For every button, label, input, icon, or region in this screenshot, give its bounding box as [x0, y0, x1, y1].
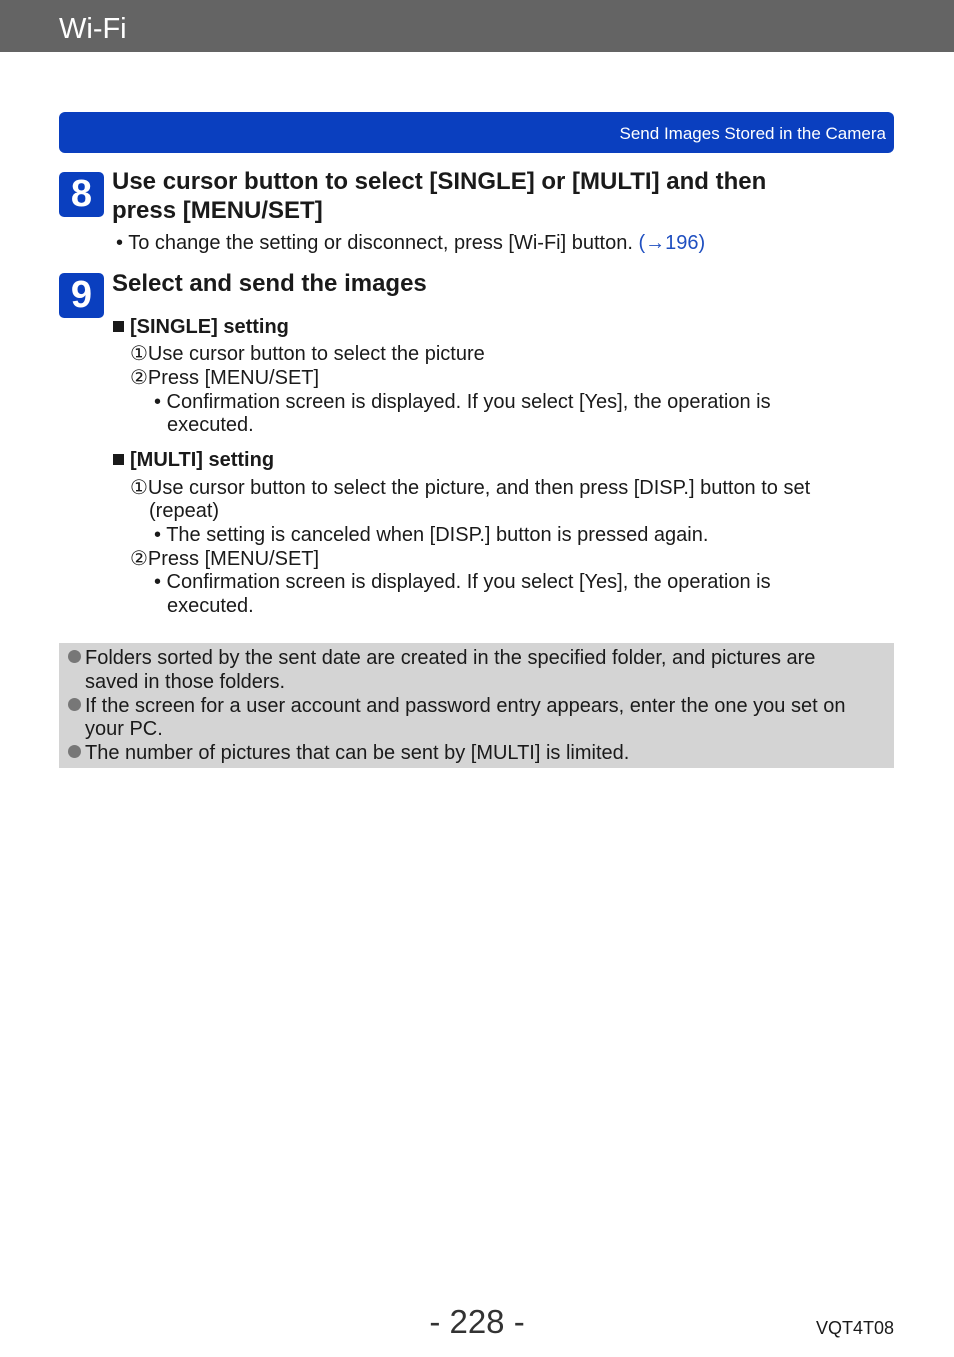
single-bullet-line2: executed.: [167, 414, 254, 436]
note-1-line2: saved in those folders.: [85, 671, 286, 693]
section-title: Send Images Stored in the Camera: [619, 124, 886, 143]
step-9-title: Select and send the images: [112, 270, 427, 297]
multi-heading-text: [MULTI] setting: [130, 449, 275, 471]
note-2-text: If the screen for a user account and password entry appears, enter the one you set on: [85, 695, 846, 717]
top-header-bar: [0, 0, 954, 52]
circle-bullet-icon: [68, 698, 81, 711]
multi-item-2: ②Press [MENU/SET]: [130, 548, 320, 570]
step-8-badge: 8: [59, 172, 104, 217]
step-8-title: [112, 167, 766, 225]
note-1-line1: [68, 646, 815, 670]
section-title-bar: [59, 112, 894, 153]
multi-item-1-line2: (repeat): [149, 500, 220, 522]
document-code: VQT4T08: [815, 1318, 894, 1338]
page-number: - 228 -: [429, 1303, 525, 1340]
circle-bullet-icon: [68, 745, 81, 758]
square-bullet-icon: [113, 454, 124, 465]
note-3: [68, 741, 629, 765]
circle-bullet-icon: [68, 650, 81, 663]
step-8-note: [116, 231, 705, 255]
square-bullet-icon: [113, 321, 124, 332]
step-8-title-line2: press [MENU/SET]: [112, 197, 323, 224]
step-8-title-line1: Use cursor button to select [SINGLE] or [MULTI] and then: [112, 168, 767, 195]
note-2-line1: [68, 694, 845, 718]
note-3-text: The number of pictures that can be sent by [MULTI] is limited.: [85, 742, 630, 764]
single-item-1: ①Use cursor button to select the picture: [130, 343, 485, 365]
multi-item-1-line1: ①Use cursor button to select the picture, and then press [DISP.] button to set: [130, 477, 811, 499]
multi-setting-heading: [113, 448, 274, 472]
single-setting-heading: [113, 315, 289, 339]
multi-bullet-line2: executed.: [167, 595, 254, 617]
single-bullet-line1: • Confirmation screen is displayed. If you select [Yes], the operation is: [154, 391, 771, 413]
page-reference-link[interactable]: (→196): [638, 232, 706, 254]
multi-bullet-line1: • Confirmation screen is displayed. If you select [Yes], the operation is: [154, 571, 771, 593]
note-2-line2: your PC.: [85, 718, 163, 740]
step-8-note-text: • To change the setting or disconnect, press [Wi-Fi] button.: [116, 232, 633, 254]
single-item-2: ②Press [MENU/SET]: [130, 367, 320, 389]
note-1-text: Folders sorted by the sent date are created in the specified folder, and pictures are: [85, 647, 816, 669]
multi-item-1-bullet: • The setting is canceled when [DISP.] button is pressed again.: [154, 524, 709, 546]
step-9-badge: 9: [59, 273, 104, 318]
single-heading-text: [SINGLE] setting: [130, 316, 289, 338]
page-category-title: Wi-Fi: [59, 13, 127, 45]
